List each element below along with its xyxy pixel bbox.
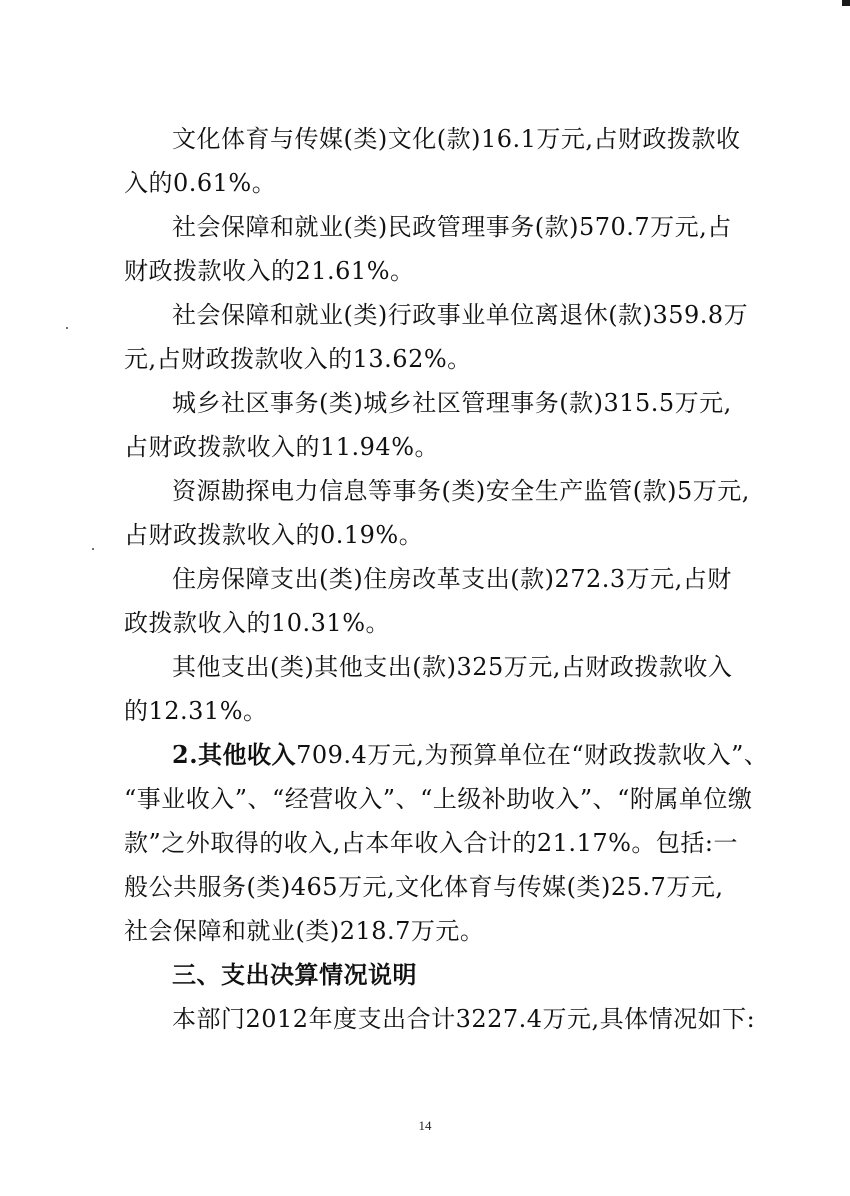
paragraph-line: 入的0.61%。 (124, 169, 277, 197)
section-heading: 三、支出决算情况说明 (172, 960, 417, 989)
paragraph-line: 般公共服务(类)465万元,文化体育与传媒(类)25.7万元, (124, 873, 724, 901)
scan-speck (92, 548, 94, 550)
summary-line: 本部门2012年度支出合计3227.4万元,具体情况如下: (172, 1005, 756, 1033)
paragraph-line: 资源勘探电力信息等事务(类)安全生产监管(款)5万元, (172, 477, 750, 505)
paragraph-line: 占财政拨款收入的0.19%。 (124, 521, 424, 549)
paragraph-line: 文化体育与传媒(类)文化(款)16.1万元,占财政拨款收 (172, 125, 741, 153)
paragraph-line: 政拨款收入的10.31%。 (124, 609, 391, 637)
subsection-label: 2.其他收入 (172, 740, 297, 769)
paragraph-line: 社会保障和就业(类)行政事业单位离退休(款)359.8万 (172, 301, 749, 329)
scan-speck (66, 327, 68, 329)
paragraph-line: 的12.31%。 (124, 697, 268, 725)
paragraph-line: “事业收入”、“经营收入”、“上级补助收入”、“附属单位缴 (124, 785, 753, 813)
paragraph-line: 占财政拨款收入的11.94%。 (124, 433, 440, 461)
paragraph-line: 城乡社区事务(类)城乡社区管理事务(款)315.5万元, (172, 389, 732, 417)
paragraph-line: 元,占财政拨款收入的13.62%。 (124, 345, 472, 373)
paragraph-line (172, 740, 768, 770)
paragraph-line: 住房保障支出(类)住房改革支出(款)272.3万元,占财 (172, 565, 732, 593)
paragraph-line: 社会保障和就业(类)民政管理事务(款)570.7万元,占 (172, 213, 732, 241)
paragraph-line: 社会保障和就业(类)218.7万元。 (124, 917, 485, 945)
paragraph-line: 其他支出(类)其他支出(款)325万元,占财政拨款收入 (172, 653, 733, 681)
paragraph-line: 款”之外取得的收入,占本年收入合计的21.17%。包括:一 (124, 829, 738, 857)
paragraph-line: 财政拨款收入的21.61%。 (124, 257, 415, 285)
subsection-text: 709.4万元,为预算单位在“财政拨款收入”、 (296, 741, 769, 769)
page-number: 14 (418, 1118, 432, 1133)
scan-edge-mark (842, 0, 850, 6)
